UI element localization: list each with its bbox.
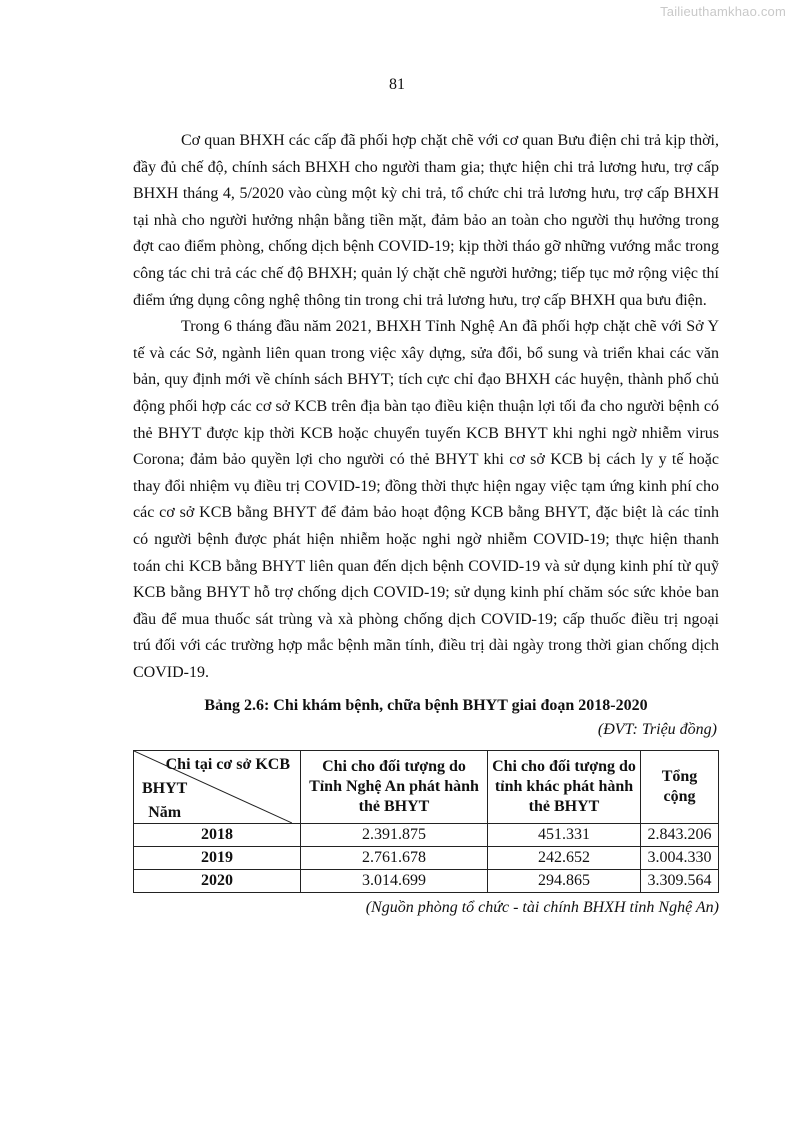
header-nghe-an: Chi cho đối tượng do Tỉnh Nghệ An phát hành thẻ BHYT — [301, 751, 488, 824]
watermark: Tailieuthamkhao.com — [660, 4, 786, 19]
table-row — [134, 847, 719, 870]
table-corner-cell — [134, 751, 301, 824]
source-note: (Nguồn phòng tổ chức - tài chính BHXH tỉnh Nghệ An) — [365, 899, 719, 917]
corner-year-label: Năm — [148, 804, 182, 822]
page-number: 81 — [389, 76, 405, 93]
value-cell: 451.331 — [488, 824, 641, 847]
header-other-province: Chi cho đối tượng do tỉnh khác phát hành thẻ BHYT — [488, 751, 641, 824]
value-cell: 2.843.206 — [641, 824, 719, 847]
year-cell: 2019 — [134, 847, 301, 870]
header-total: Tổng cộng — [641, 751, 719, 824]
value-cell: 242.652 — [488, 847, 641, 870]
document-body — [133, 128, 719, 919]
value-cell: 294.865 — [488, 870, 641, 893]
value-cell: 2.761.678 — [301, 847, 488, 870]
corner-bhyt-label: BHYT — [142, 780, 188, 798]
value-cell: 3.309.564 — [641, 870, 719, 893]
table-row — [134, 824, 719, 847]
data-table — [133, 750, 719, 893]
table-header-row — [134, 751, 719, 824]
table-row — [134, 870, 719, 893]
corner-bottom-label — [142, 777, 187, 825]
paragraph-2: Trong 6 tháng đầu năm 2021, BHXH Tỉnh Nghệ An đã phối hợp chặt chẽ với Sở Y tế và các Sở, ngành liên quan trong việc xây dựng, sửa đổi, bổ sung và triển khai các văn bản, quy định mới về chính sách BHYT; tích cực chỉ đạo BHXH các huyện, thành phố chủ động phối hợp các cơ sở KCB trên địa bàn tạo điều kiện thuận lợi tối đa cho người bệnh có thẻ BHYT được kịp thời KCB hoặc chuyển tuyến KCB BHYT khi nghi ngờ nhiễm virus Corona; đảm bảo quyền lợi cho người có thẻ BHYT khi cơ sở KCB bị cách ly y tế hoặc thay đổi nhiệm vụ điều trị COVID-19; đồng thời thực hiện ngay việc tạm ứng kinh phí cho các cơ sở KCB bằng BHYT để đảm bảo hoạt động KCB bằng BHYT, đặc biệt là các tỉnh có người bệnh được phát hiện nhiễm hoặc nghi ngờ nhiễm COVID-19; thực hiện thanh toán chi KCB bằng BHYT liên quan đến dịch bệnh COVID-19 và sử dụng kinh phí từ quỹ KCB bằng BHYT hỗ trợ chống dịch COVID-19; sử dụng kinh phí chăm sóc sức khỏe ban đầu để mua thuốc sát trùng và xà phòng chống dịch COVID-19; cấp thuốc điều trị ngoại trú đối với các trường hợp mắc bệnh mãn tính, điều trị dài ngày trong thời gian chống dịch COVID-19. — [133, 318, 719, 681]
table-title: Bảng 2.6: Chi khám bệnh, chữa bệnh BHYT giai đoạn 2018-2020 — [204, 697, 648, 715]
value-cell: 3.014.699 — [301, 870, 488, 893]
value-cell: 2.391.875 — [301, 824, 488, 847]
year-cell: 2020 — [134, 870, 301, 893]
table-unit-note: (ĐVT: Triệu đồng) — [597, 721, 717, 739]
year-cell: 2018 — [134, 824, 301, 847]
paragraph-1: Cơ quan BHXH các cấp đã phối hợp chặt chẽ với cơ quan Bưu điện chi trả kịp thời, đầy đủ chế độ, chính sách BHXH cho người tham gia; thực hiện chi trả lương hưu, trợ cấp BHXH tháng 4, 5/2020 vào cùng một kỳ chi trả, tổ chức chi trả lương hưu, trợ cấp BHXH tại nhà cho người hưởng nhận bằng tiền mặt, đảm bảo an toàn cho người thụ hưởng trong đợt cao điểm phòng, chống dịch bệnh COVID-19; kịp thời tháo gỡ những vướng mắc trong công tác chi trả các chế độ BHXH; quản lý chặt chẽ người hưởng; tiếp tục mở rộng việc thí điểm ứng dụng công nghệ thông tin trong chi trả lương hưu, trợ cấp BHXH qua bưu điện. — [133, 132, 719, 309]
corner-top-label: Chi tại cơ sở KCB — [165, 756, 290, 774]
value-cell: 3.004.330 — [641, 847, 719, 870]
